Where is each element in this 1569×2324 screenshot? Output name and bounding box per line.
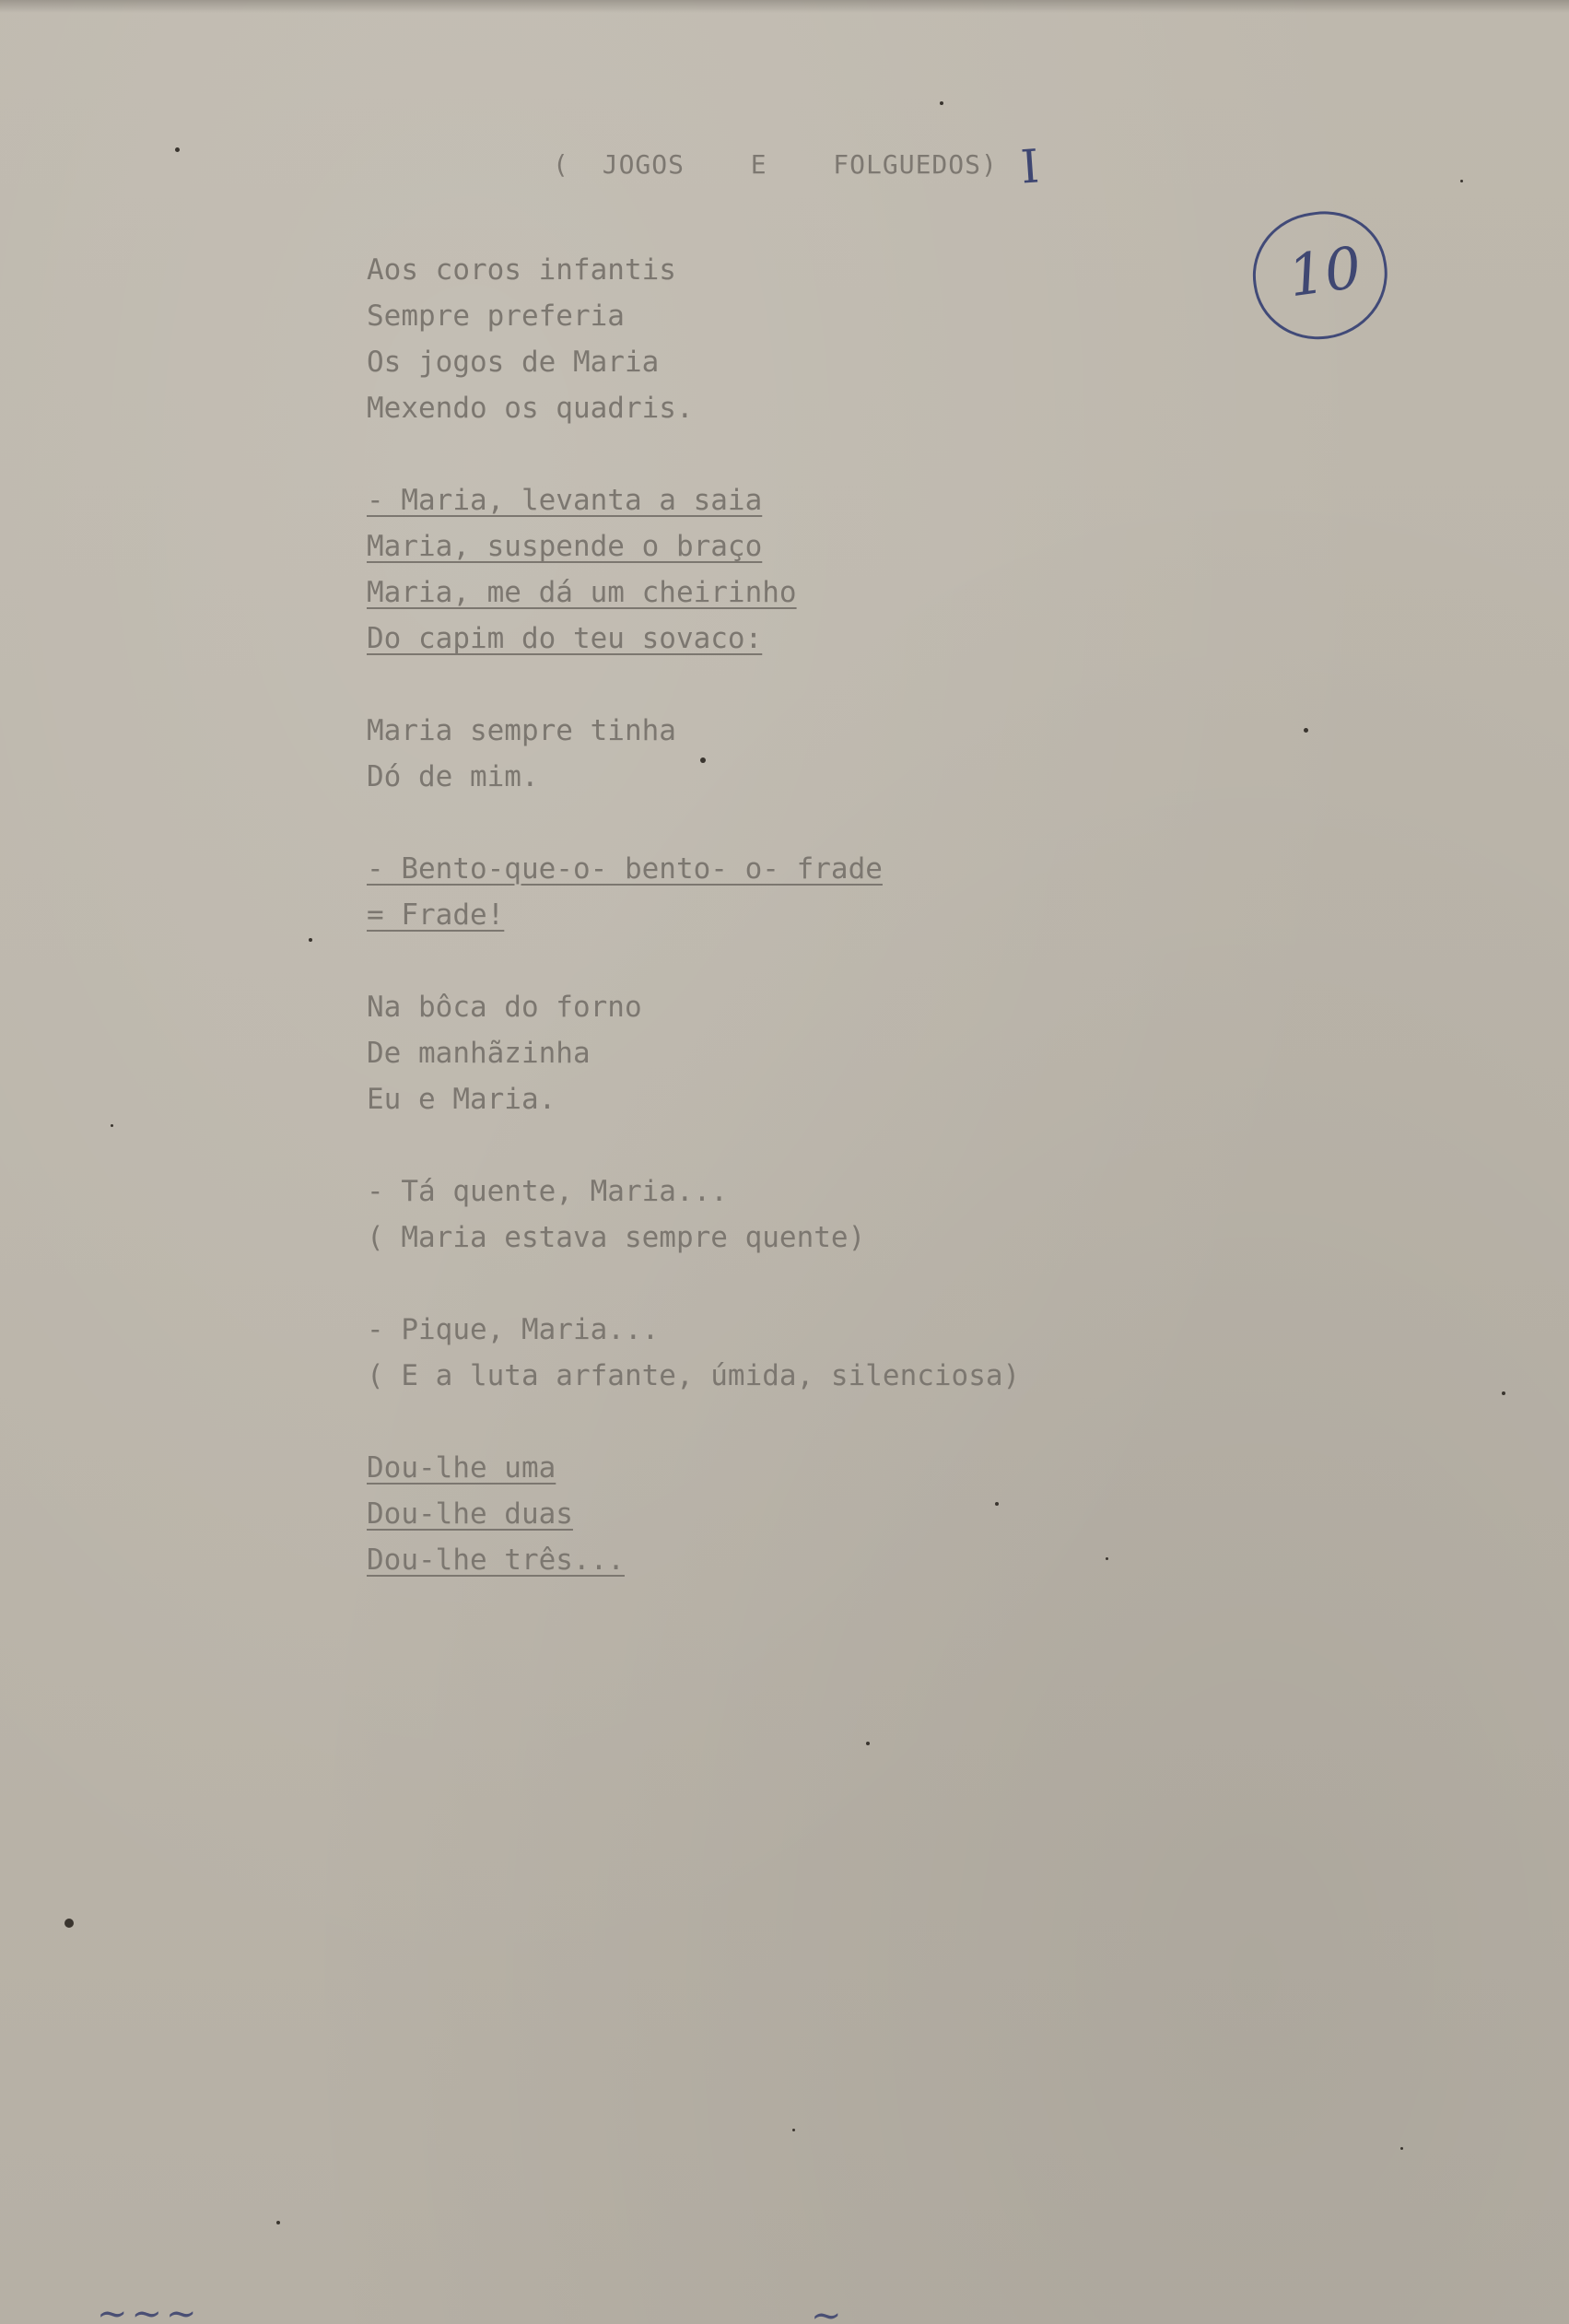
paper-speck	[1502, 1391, 1505, 1395]
paper-top-edge	[0, 0, 1569, 13]
paper-speck	[309, 938, 312, 942]
underlined-text: Do capim do teu sovaco:	[367, 622, 763, 655]
underlined-text: Maria, suspende o braço	[367, 530, 763, 563]
poem-line	[367, 1537, 1020, 1583]
poem-line	[367, 569, 1020, 616]
handwritten-note-bottom-center: ~	[811, 2295, 842, 2324]
paper-speck	[700, 757, 706, 763]
circled-page-number	[1245, 204, 1396, 348]
underlined-text: Dou-lhe duas	[367, 1497, 573, 1531]
page-title: ( JOGOS E FOLGUEDOS)	[553, 149, 998, 180]
paper-speck	[1304, 728, 1308, 733]
stanza-spacer	[367, 1399, 1020, 1445]
poem-line	[367, 616, 1020, 662]
poem-body	[367, 247, 1020, 1583]
underlined-text: - Bento-que-o- bento- o- frade	[367, 852, 883, 886]
paper-speck	[1460, 180, 1463, 182]
paper-speck	[1400, 2147, 1403, 2150]
line-text: Maria sempre tinha	[367, 714, 676, 747]
underlined-text: Dou-lhe uma	[367, 1451, 556, 1485]
line-text: De manhãzinha	[367, 1037, 591, 1070]
paper-speck	[866, 1742, 870, 1745]
poem-line	[367, 293, 1020, 339]
line-text: - Tá quente, Maria...	[367, 1175, 728, 1208]
underlined-text: Maria, me dá um cheirinho	[367, 576, 797, 609]
poem-line	[367, 1030, 1020, 1076]
poem-line	[367, 477, 1020, 523]
underlined-text: - Maria, levanta a saia	[367, 484, 763, 517]
line-text: Os jogos de Maria	[367, 346, 660, 379]
poem-line	[367, 984, 1020, 1030]
poem-line	[367, 892, 1020, 938]
handwritten-roman-numeral: I	[1019, 139, 1041, 194]
poem-line	[367, 846, 1020, 892]
poem-line	[367, 1491, 1020, 1537]
line-text: Sempre preferia	[367, 299, 625, 333]
poem-line	[367, 1076, 1020, 1122]
line-text: ( E a luta arfante, úmida, silenciosa)	[367, 1359, 1021, 1392]
stanza-spacer	[367, 1261, 1020, 1307]
stanza-spacer	[367, 938, 1020, 984]
poem-line	[367, 708, 1020, 754]
poem-line	[367, 1168, 1020, 1215]
stanza-spacer	[367, 800, 1020, 846]
page-number-text: 10	[1283, 233, 1366, 311]
poem-line	[367, 754, 1020, 800]
poem-line	[367, 1307, 1020, 1353]
line-text: Aos coros infantis	[367, 253, 676, 287]
handwritten-note-bottom-left: ~~~	[97, 2293, 201, 2324]
line-text: Dó de mim.	[367, 760, 539, 793]
line-text: Mexendo os quadris.	[367, 392, 694, 425]
paper-speck	[995, 1502, 999, 1506]
line-text: - Pique, Maria...	[367, 1313, 660, 1346]
underlined-text: Dou-lhe três...	[367, 1543, 625, 1577]
paper-speck	[940, 101, 943, 105]
paper-speck	[64, 1919, 74, 1928]
paper-speck	[792, 2129, 795, 2131]
paper-speck	[175, 147, 180, 152]
poem-line	[367, 1445, 1020, 1491]
poem-line	[367, 385, 1020, 431]
stanza-spacer	[367, 662, 1020, 708]
paper-speck	[111, 1124, 113, 1127]
poem-line	[367, 247, 1020, 293]
poem-line	[367, 1215, 1020, 1261]
line-text: Eu e Maria.	[367, 1083, 556, 1116]
line-text: ( Maria estava sempre quente)	[367, 1221, 866, 1254]
paper-speck	[276, 2221, 280, 2224]
paper-speck	[1106, 1557, 1108, 1560]
line-text: Na bôca do forno	[367, 991, 642, 1024]
poem-line	[367, 1353, 1020, 1399]
underlined-text: = Frade!	[367, 898, 505, 932]
stanza-spacer	[367, 431, 1020, 477]
poem-line	[367, 339, 1020, 385]
stanza-spacer	[367, 1122, 1020, 1168]
poem-line	[367, 523, 1020, 569]
